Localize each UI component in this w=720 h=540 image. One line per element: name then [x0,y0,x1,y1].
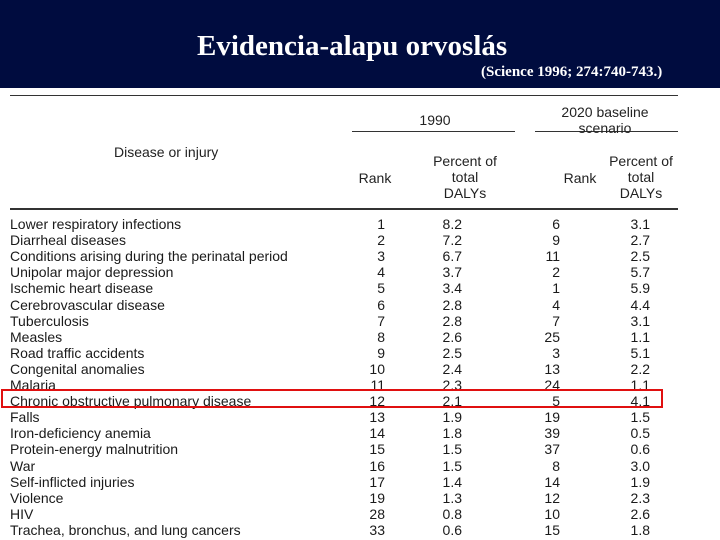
rank-2020: 5 [552,393,560,410]
rank-1990: 7 [377,312,385,329]
percent-1990: 1.5 [442,441,462,458]
highlight-box [1,389,663,408]
table-row [0,232,720,248]
percent-2020: 4.1 [630,393,650,410]
citation: (Science 1996; 274:740-743.) [481,64,663,80]
percent-2020: 4.4 [630,296,650,313]
disease-name: Violence [10,489,64,506]
disease-name: Road traffic accidents [10,344,145,361]
disease-name: Protein-energy malnutrition [10,441,179,458]
percent-1990: 3.7 [442,264,462,281]
table-row [0,458,720,474]
percent-2020: 5.7 [630,264,650,281]
percent-2020: 0.6 [630,441,650,458]
rank-1990: 3 [377,248,385,265]
table-row [0,280,720,296]
rank-2020: 6 [552,216,560,232]
slide-title: Evidencia-alapu orvoslás [197,30,508,62]
rank-1990: 33 [369,521,385,538]
percent-1990: 0.6 [442,521,462,538]
percent-1990: 3.4 [442,280,462,297]
col-header-rank-2020: Rank [563,170,597,186]
group-header-2020-line1: 2020 baseline [561,104,649,120]
table-row [0,313,720,329]
rank-2020: 1 [552,280,560,297]
rank-1990: 12 [369,393,385,410]
rank-1990: 17 [369,473,385,490]
percent-2020: 2.3 [630,489,650,506]
percent-1990: 1.4 [442,473,462,490]
percent-1990: 2.6 [442,328,462,345]
rank-1990: 9 [377,344,385,361]
rank-1990: 5 [377,280,385,297]
group-header-2020-line2: scenario [578,120,632,136]
rank-2020: 13 [544,360,560,377]
disease-name: Unipolar major depression [10,264,174,281]
rank-1990: 13 [369,409,385,426]
disease-name: Falls [10,409,40,426]
percent-2020: 0.5 [630,425,650,442]
rank-1990: 10 [369,360,385,377]
percent-1990: 7.2 [442,232,462,249]
disease-name: Trachea, bronchus, and lung cancers [10,521,241,538]
disease-name: War [10,457,36,474]
rank-1990: 19 [369,489,385,506]
percent-1990: 2.3 [442,377,462,393]
rank-2020: 14 [544,473,560,490]
disease-name: HIV [10,505,34,522]
rank-2020: 4 [552,296,560,313]
percent-1990: 1.8 [442,425,462,442]
percent-2020: 3.1 [630,216,650,232]
percent-1990: 6.7 [442,248,462,265]
table-row [0,522,720,538]
table-row [0,248,720,264]
disease-name: Tuberculosis [10,312,89,329]
disease-name: Self-inflicted injuries [10,473,135,490]
percent-2020: 5.9 [630,280,650,297]
rank-2020: 3 [552,344,560,361]
rank-1990: 2 [377,232,385,249]
percent-2020: 1.8 [630,521,650,538]
percent-1990: 2.1 [442,393,462,410]
disease-name: Chronic obstructive pulmonary disease [10,393,252,410]
rank-1990: 11 [370,377,385,393]
col-header-percent-2020-line1: Percent of [609,153,673,169]
percent-2020: 2.7 [630,232,650,249]
rank-2020: 10 [544,505,560,522]
table-row [0,490,720,506]
percent-2020: 3.1 [630,312,650,329]
percent-2020: 1.1 [630,328,650,345]
disease-name: Conditions arising during the perinatal period [10,248,288,265]
table-row [0,441,720,457]
table-scan [0,88,720,540]
col-header-percent-1990-line3: DALYs [443,185,487,201]
table-row [0,329,720,345]
percent-1990: 0.8 [442,505,462,522]
col-header-percent-1990-line1: Percent of [433,153,497,169]
percent-1990: 2.8 [442,296,462,313]
table-row [0,345,720,361]
rank-1990: 14 [369,425,385,442]
rank-2020: 24 [544,377,560,393]
disease-name: Lower respiratory infections [10,216,182,232]
header-bottom-rule [10,208,678,210]
table-row [0,264,720,280]
percent-1990: 1.5 [442,457,462,474]
rank-2020: 12 [544,489,560,506]
table-row [0,409,720,425]
percent-2020: 3.0 [630,457,650,474]
table-row [0,425,720,441]
col-header-percent-2020-line3: DALYs [619,185,663,201]
table-row [0,216,720,232]
disease-name: Ischemic heart disease [10,280,154,297]
percent-1990: 2.5 [442,344,462,361]
rank-1990: 8 [377,328,385,345]
col-header-rank-1990: Rank [358,170,392,186]
rank-2020: 2 [552,264,560,281]
group-header-1990: 1990 [419,112,451,128]
percent-1990: 1.9 [442,409,462,426]
rank-1990: 6 [377,296,385,313]
rank-2020: 8 [552,457,560,474]
rank-1990: 4 [377,264,385,281]
rank-1990: 28 [369,505,385,522]
top-rule [10,95,678,96]
percent-2020: 1.9 [630,473,650,490]
rank-2020: 15 [544,521,560,538]
percent-2020: 5.1 [630,344,650,361]
table-row [0,361,720,377]
table-row [0,297,720,313]
percent-2020: 2.5 [630,248,650,265]
disease-name: Malaria [10,377,56,393]
group-rule-1990 [352,131,515,132]
percent-2020: 1.1 [630,377,650,393]
rank-1990: 1 [377,216,385,232]
percent-1990: 2.4 [442,360,462,377]
rank-2020: 19 [544,409,560,426]
percent-1990: 1.3 [442,489,462,506]
rank-2020: 11 [545,248,560,265]
rank-2020: 25 [544,328,560,345]
rank-2020: 7 [552,312,560,329]
col-header-disease: Disease or injury [114,144,219,160]
rank-1990: 15 [369,441,385,458]
table-row [0,506,720,522]
disease-name: Congenital anomalies [10,360,145,377]
percent-2020: 2.6 [630,505,650,522]
disease-name: Diarrheal diseases [10,232,126,249]
rank-2020: 39 [544,425,560,442]
percent-2020: 1.5 [630,409,650,426]
disease-name: Cerebrovascular disease [10,296,165,313]
rank-1990: 16 [369,457,385,474]
col-header-percent-2020-line2: total [627,169,655,185]
percent-1990: 8.2 [442,216,462,232]
percent-1990: 2.8 [442,312,462,329]
rank-2020: 37 [544,441,560,458]
percent-2020: 2.2 [630,360,650,377]
disease-name: Iron-deficiency anemia [10,425,151,442]
rank-2020: 9 [552,232,560,249]
disease-name: Measles [10,328,63,345]
col-header-percent-1990-line2: total [451,169,479,185]
table-row [0,474,720,490]
